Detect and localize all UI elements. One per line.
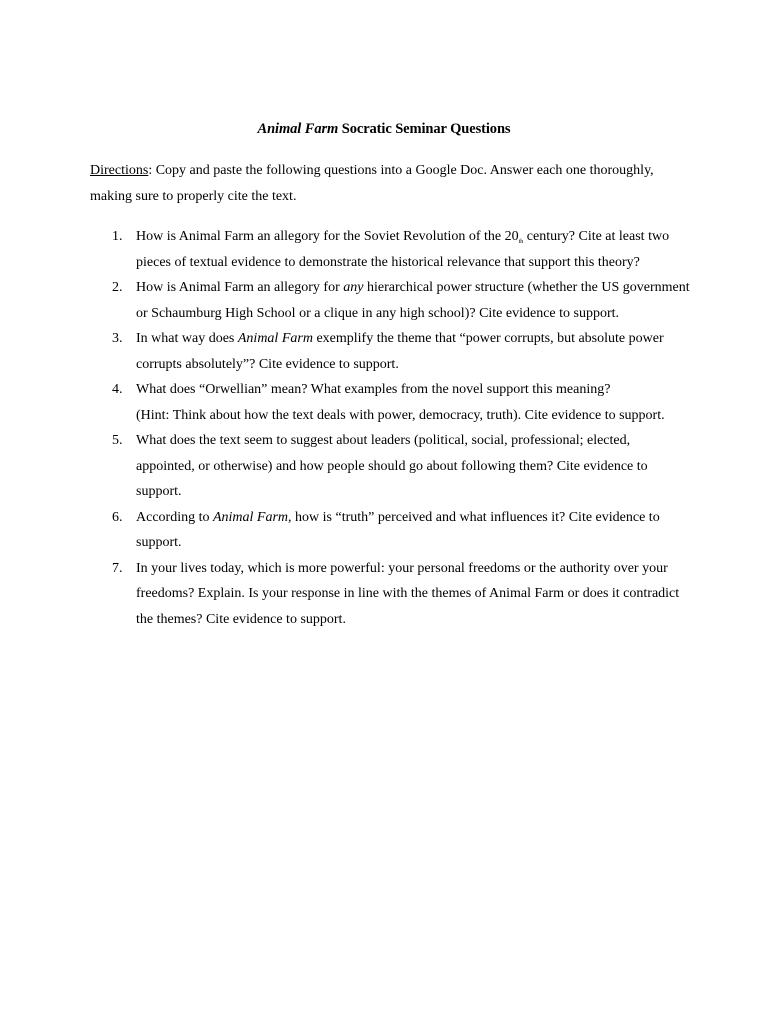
- title-rest: Socratic Seminar Questions: [338, 121, 511, 137]
- question-text-part: According to: [136, 509, 213, 525]
- question-item-7: [90, 556, 690, 633]
- question-text-emphasis: Animal Farm: [237, 331, 313, 346]
- question-text-part: What does “Orwellian” mean? What examples from the novel support this meaning?: [136, 382, 611, 397]
- question-number: 2.: [112, 280, 123, 295]
- question-item-6: [90, 505, 690, 556]
- question-number: 5.: [112, 433, 123, 448]
- question-text: [136, 331, 664, 372]
- question-item-2: [90, 275, 690, 326]
- question-text-emphasis: any: [343, 280, 364, 295]
- question-item-5: [90, 428, 690, 505]
- question-number: 3.: [112, 331, 123, 346]
- question-text: [136, 280, 690, 321]
- ordinal-suffix: th: [518, 239, 524, 245]
- document-title: [0, 119, 768, 139]
- question-text: [136, 510, 660, 551]
- title-italic-part: Animal Farm: [257, 121, 339, 137]
- question-text-part: century? Cite at least two pieces of textual evidence to demonstrate the historical relevance that support this theory?: [136, 229, 670, 270]
- question-number: 6.: [112, 509, 123, 525]
- question-text-part: , how is “truth” perceived and what influences it? Cite evidence to support.: [136, 509, 660, 550]
- directions-label: Directions: [90, 163, 149, 178]
- question-item-1: [90, 224, 690, 275]
- directions-paragraph: [90, 158, 670, 210]
- question-item-4: [90, 377, 690, 428]
- question-hint: (Hint: Think about how the text deals with power, democracy, truth). Cite evidence to support.: [136, 407, 665, 423]
- question-text-part: In what way does: [136, 331, 238, 346]
- question-number: 7.: [112, 560, 123, 576]
- question-number: 1.: [112, 229, 123, 244]
- question-number: 4.: [112, 382, 123, 397]
- question-item-3: [90, 326, 690, 377]
- question-text-part: How is Animal Farm an allegory for the Soviet Revolution of the 20: [136, 229, 519, 244]
- question-text-part: exemplify the theme that “power corrupts, but absolute power corrupts absolutely”? Cite evidence to support.: [136, 331, 664, 372]
- question-text: In your lives today, which is more powerful: your personal freedoms or the authority over your freedoms? Explain. Is your response in line with the themes of Animal Farm or does it contradict the themes? Cite evidence to support.: [136, 560, 680, 627]
- question-text-emphasis: Animal Farm: [212, 509, 289, 525]
- question-text-part: How is Animal Farm an allegory for: [136, 280, 344, 295]
- question-text: What does the text seem to suggest about leaders (political, social, professional; elected, appointed, or otherwise) and how people should go about following them? Cite evidence to support.: [136, 433, 648, 499]
- question-text: [136, 382, 665, 423]
- directions-text: : Copy and paste the following questions into a Google Doc. Answer each one thoroughly, making sure to properly cite the text.: [90, 163, 654, 204]
- question-text-part: hierarchical power structure (whether the US government or Schaumburg High School or a clique in any high school)? Cite evidence to support.: [136, 280, 690, 321]
- question-text: [136, 229, 669, 270]
- questions-list: [90, 224, 690, 632]
